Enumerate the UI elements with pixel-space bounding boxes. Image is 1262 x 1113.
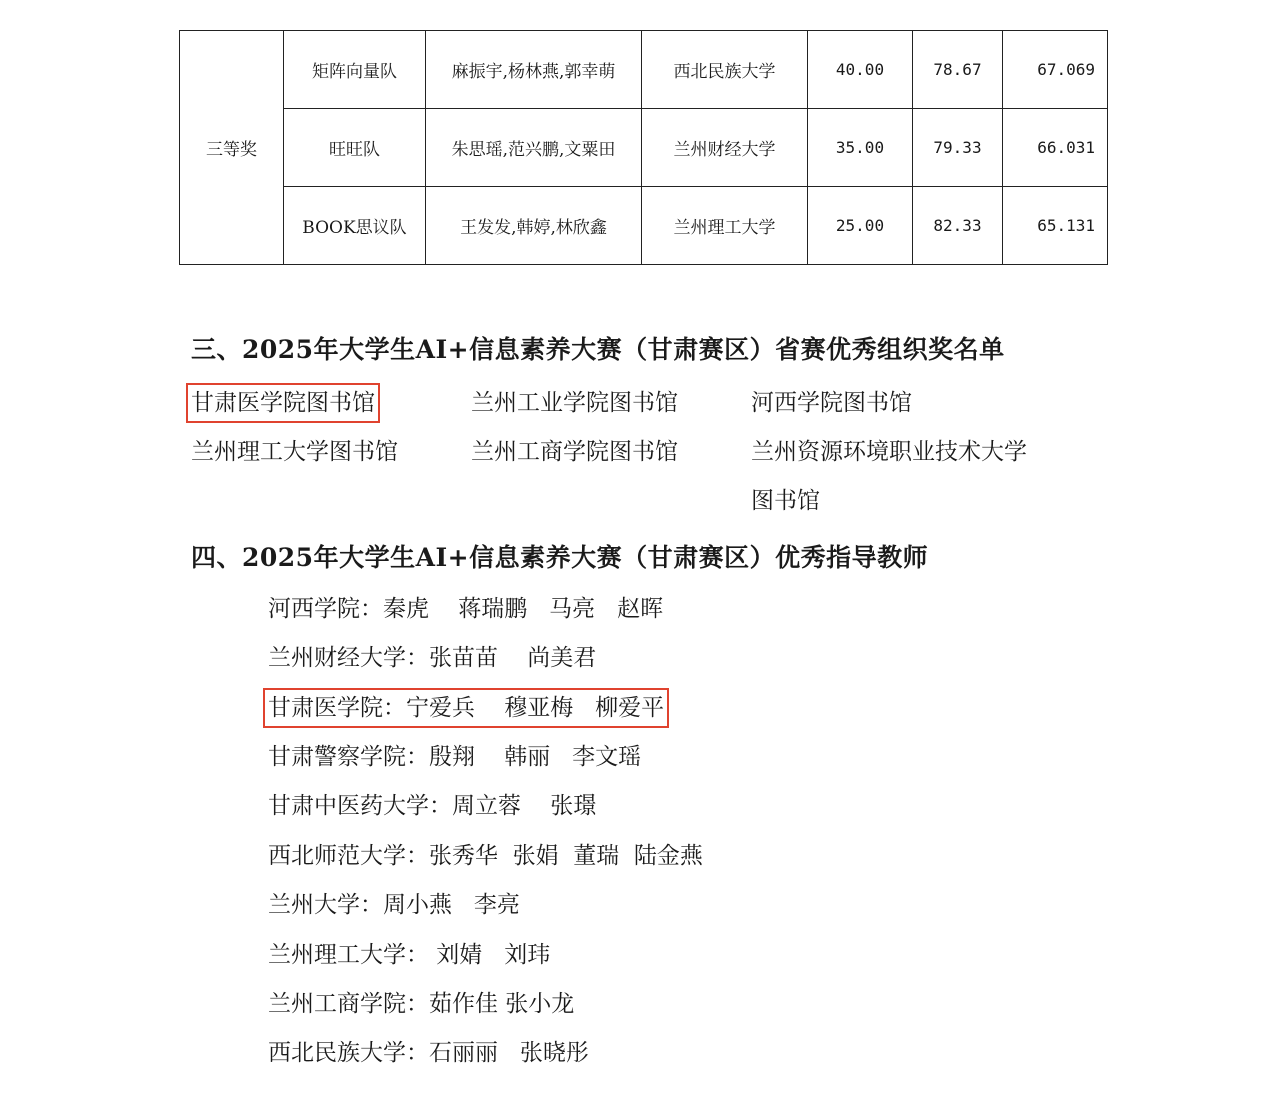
table-row [180, 31, 1108, 109]
org-item: 兰州资源环境职业技术大学 [751, 439, 1027, 465]
org-item-continued: 图书馆 [751, 488, 820, 514]
teacher-line: 兰州工商学院：茹作佳 张小龙 [268, 991, 575, 1017]
total-cell: 65.131 [1003, 187, 1108, 265]
score1-cell: 35.00 [808, 109, 913, 187]
award-level-cell: 三等奖 [180, 31, 284, 265]
school-cell: 兰州财经大学 [642, 109, 808, 187]
org-item: 河西学院图书馆 [751, 390, 912, 416]
school-cell: 西北民族大学 [642, 31, 808, 109]
teacher-line: 兰州大学：周小燕 李亮 [268, 892, 520, 918]
team-cell: BOOK思议队 [284, 187, 426, 265]
teacher-line: 兰州财经大学：张苗苗 尚美君 [268, 645, 597, 671]
total-cell: 66.031 [1003, 109, 1108, 187]
org-item-highlighted: 甘肃医学院图书馆 [191, 390, 375, 416]
team-cell: 旺旺队 [284, 109, 426, 187]
score2-cell: 79.33 [913, 109, 1003, 187]
teacher-line: 西北民族大学：石丽丽 张晓彤 [268, 1040, 589, 1066]
team-cell: 矩阵向量队 [284, 31, 426, 109]
school-cell: 兰州理工大学 [642, 187, 808, 265]
teacher-line: 河西学院：秦虎 蒋瑞鹏 马亮 赵晖 [268, 596, 664, 622]
section4-heading: 四、2025年大学生AI+信息素养大赛（甘肃赛区）优秀指导教师 [191, 543, 929, 572]
score2-cell: 82.33 [913, 187, 1003, 265]
teacher-line: 甘肃警察学院：殷翔 韩丽 李文瑶 [268, 744, 642, 770]
teacher-line: 兰州理工大学： 刘婧 刘玮 [268, 942, 551, 968]
section3-heading: 三、2025年大学生AI+信息素养大赛（甘肃赛区）省赛优秀组织奖名单 [191, 335, 1005, 364]
table-row [180, 187, 1108, 265]
score1-cell: 40.00 [808, 31, 913, 109]
org-item: 兰州理工大学图书馆 [191, 439, 398, 465]
members-cell: 麻振宇,杨林燕,郭幸萌 [426, 31, 642, 109]
teacher-line: 甘肃中医药大学：周立蓉 张璟 [268, 793, 597, 819]
members-cell: 朱思瑶,范兴鹏,文粟田 [426, 109, 642, 187]
org-item: 兰州工业学院图书馆 [471, 390, 678, 416]
award-table [179, 30, 1108, 265]
teacher-line: 西北师范大学：张秀华 张娟 董瑞 陆金燕 [268, 843, 703, 869]
org-item: 兰州工商学院图书馆 [471, 439, 678, 465]
score1-cell: 25.00 [808, 187, 913, 265]
total-cell: 67.069 [1003, 31, 1108, 109]
score2-cell: 78.67 [913, 31, 1003, 109]
table-row [180, 109, 1108, 187]
teacher-line-highlighted: 甘肃医学院：宁爱兵 穆亚梅 柳爱平 [268, 695, 665, 721]
members-cell: 王发发,韩婷,林欣鑫 [426, 187, 642, 265]
